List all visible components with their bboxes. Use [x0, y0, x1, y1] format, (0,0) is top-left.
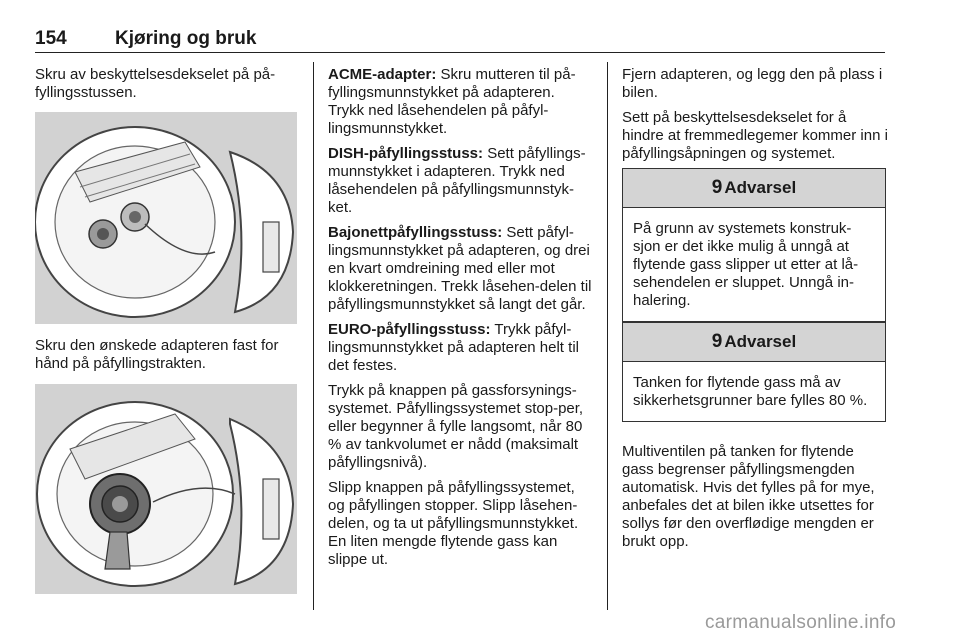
col3-paragraph-3: Multiventilen på tanken for flytende gass begrenser påfyllingsmengden automatisk. Hvis det fylles på for mye, anbefales det at bilen ikke utsettes for sollys før den overflødige mengden er brukt opp. [622, 443, 875, 550]
col1-paragraph-2: Skru den ønskede adapteren fast for hånd på påfyllingstrakten. [35, 337, 279, 372]
col1-paragraph-1: Skru av beskyttelsesdekselet på på-fyllingsstussen. [35, 66, 276, 101]
watermark: carmanualsonline.info [705, 612, 897, 633]
warning-title-2: Advarsel [724, 332, 797, 351]
dish-text: Sett påfyllings-munnstykket i adapteren. Trykk ned låsehendelen på påfyllingsmunnstyk-ket. [328, 145, 586, 216]
acme-label: ACME-adapter: [328, 66, 437, 83]
warning-triangle-icon: 9 [711, 331, 723, 352]
column-divider-1 [313, 62, 314, 610]
dish-paragraph [328, 145, 594, 217]
warning-title-1: Advarsel [724, 178, 797, 197]
column-2 [328, 66, 594, 576]
page-number: 154 [35, 28, 67, 49]
warning-box-2 [622, 322, 886, 422]
warning-text-2: Tanken for flytende gass må av sikkerhetsgrunner bare fylles 80 %. [633, 374, 868, 409]
euro-text: Trykk påfyl-lingsmunnstykket på adapteren helt til det festes. [328, 321, 579, 374]
col2-paragraph-6: Slipp knappen på påfyllingssystemet, og påfyllingen stopper. Slipp låsehen-delen, og ta ut påfyllingsmunnstykket. En liten mengde flytende gass kan slippe ut. [328, 479, 579, 568]
bayonet-label: Bajonettpåfyllingsstuss: [328, 224, 503, 241]
col3-paragraph-1: Fjern adapteren, og legg den på plass i bilen. [622, 66, 883, 101]
fuel-cap-removed-illustration [35, 112, 297, 324]
euro-label: EURO-påfyllingsstuss: [328, 321, 491, 338]
euro-paragraph [328, 321, 594, 375]
warning-text-1: På grunn av systemets konstruk-sjon er det ikke mulig å unngå at flytende gass slipper ut etter at lå-sehendelen er sluppet. Unngå in-halering. [633, 220, 859, 309]
warning-header-2 [623, 323, 885, 362]
column-3 [622, 66, 888, 170]
bayonet-paragraph [328, 224, 594, 314]
page-title: Kjøring og bruk [115, 28, 257, 49]
col3-paragraph-2: Sett på beskyttelsesdekselet for å hindre at fremmedlegemer kommer inn i påfyllingsåpningen og systemet. [622, 109, 888, 162]
col2-paragraph-5: Trykk på knappen på gassforsynings-systemet. Påfyllingssystemet stop-per, eller begynner å fylle langsomt, når 80 % av tankvolumet er nådd (maksimalt påfyllingsnivå). [328, 382, 584, 471]
bayonet-text: Sett påfyl-lingsmunnstykket på adapteren, og drei en kvart omdreining med eller mot klokkeretningen. Trekk låsehen-delen til påfyllingsmunnstykket så langt det går. [328, 224, 592, 313]
adapter-mounted-illustration [35, 384, 297, 594]
column-1 [35, 66, 297, 109]
acme-paragraph [328, 66, 594, 138]
page-header [35, 26, 885, 53]
warning-box-1 [622, 168, 886, 322]
warning-header-1 [623, 169, 885, 208]
dish-label: DISH-påfyllingsstuss: [328, 145, 484, 162]
warning-triangle-icon: 9 [711, 177, 723, 198]
column-3-bottom [622, 443, 888, 558]
acme-text: Skru mutteren til på-fyllingsmunnstykket på adapteren. Trykk ned låsehendelen på påfyl-lingsmunnstykket. [328, 66, 576, 137]
column-divider-2 [607, 62, 608, 610]
